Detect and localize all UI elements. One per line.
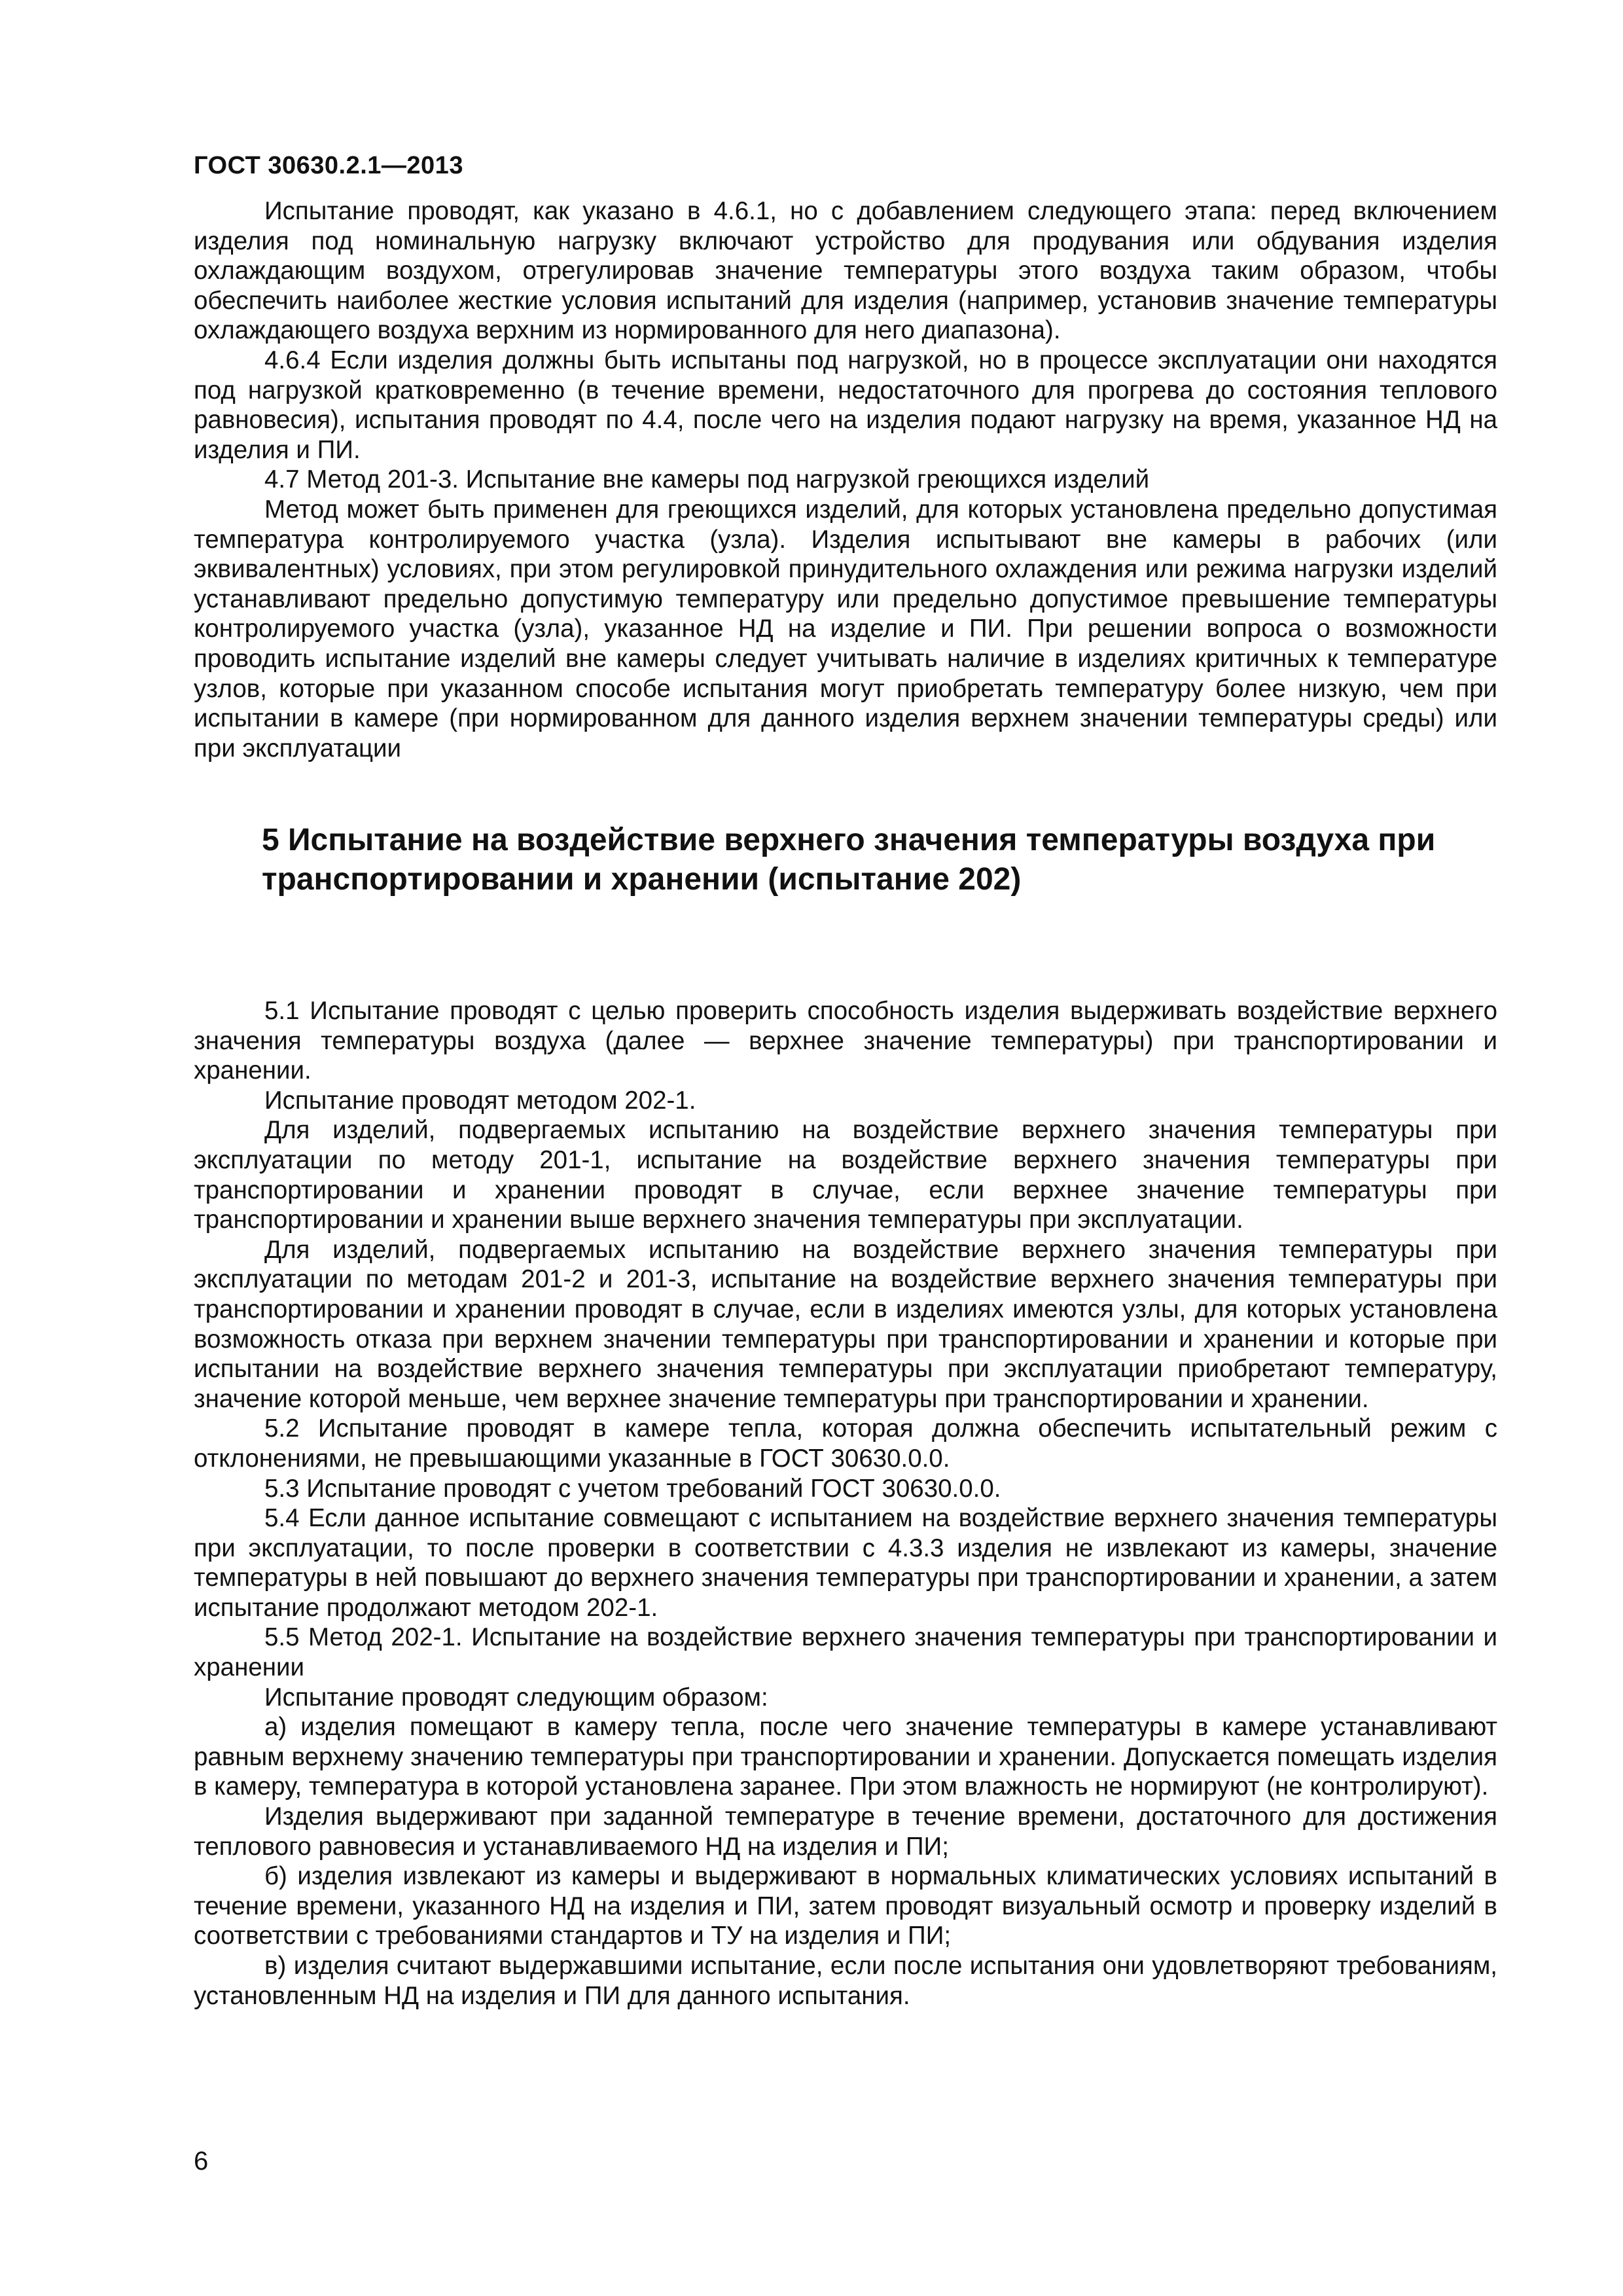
- paragraph-5-5-c: в) изделия считают выдержавшими испытание, если после испытания они удовлетворяют требованиям, установленным НД на изделия и ПИ для данного испытания.: [194, 1952, 1497, 2010]
- paragraph-5-1-methods-201-2-3: Для изделий, подвергаемых испытанию на воздействие верхнего значения температуры при эксплуатации по методам 201-2 и 201-3, испытание на воздействие верхнего значения температуры при транспортировании и хранении проводят в случае, если в изделиях имеются узлы, для которых установлена возможность отказа при верхнем значении температуры при транспортировании и хранении и которые при испытании на воздействие верхнего значения температуры при эксплуатации приобретают температуру, значение которой меньше, чем верхнее значение температуры при транспортировании и хранении.: [194, 1235, 1497, 1413]
- paragraph-5-5-intro: Испытание проводят следующим образом:: [264, 1683, 768, 1712]
- paragraph-5-4: 5.4 Если данное испытание совмещают с испытанием на воздействие верхнего значения температуры при эксплуатации, то после проверки в соответствии с 4.3.3 изделия не извлекают из камеры, значение температуры в ней повышают до верхнего значения температуры при транспортировании и хранении, а затем испытание продолжают методом 202-1.: [194, 1504, 1497, 1622]
- paragraph-5-5-a-cont: Изделия выдерживают при заданной температуре в течение времени, достаточного для достижения теплового равновесия и устанавливаемого НД на изделия и ПИ;: [194, 1803, 1497, 1861]
- paragraph-5-2: 5.2 Испытание проводят в камере тепла, которая должна обеспечить испытательный режим с отклонениями, не превышающими указанные в ГОСТ 30630.0.0.: [194, 1414, 1497, 1473]
- paragraph-5-5-title: 5.5 Метод 202-1. Испытание на воздействие верхнего значения температуры при транспортировании и хранении: [194, 1623, 1497, 1682]
- paragraph-5-1-method-201-1: Для изделий, подвергаемых испытанию на воздействие верхнего значения температуры при эксплуатации по методу 201-1, испытание на воздействие верхнего значения температуры при транспортировании и хранении проводят в случае, если верхнее значение температуры при транспортировании и хранении выше верхнего значения температуры при эксплуатации.: [194, 1116, 1497, 1234]
- section-5-heading: 5 Испытание на воздействие верхнего значения температуры воздуха при транспортировании и хранении (испытание 202): [262, 823, 1436, 897]
- section-5-body: [194, 996, 1497, 2011]
- section-4-continuation: [194, 196, 1497, 763]
- paragraph-5-3: 5.3 Испытание проводят с учетом требований ГОСТ 30630.0.0.: [264, 1474, 1001, 1503]
- paragraph-4-6-4: 4.6.4 Если изделия должны быть испытаны под нагрузкой, но в процессе эксплуатации они находятся под нагрузкой кратковременно (в течение времени, недостаточного для прогрева до состояния теплового равновесия), испытания проводят по 4.4, после чего на изделия подают нагрузку на время, указанное НД на изделия и ПИ.: [194, 346, 1497, 464]
- paragraph-5-1: 5.1 Испытание проводят с целью проверить способность изделия выдерживать воздействие верхнего значения температуры воздуха (далее — верхнее значение температуры) при транспортировании и хранении.: [194, 997, 1497, 1085]
- page-number: 6: [194, 2147, 209, 2176]
- paragraph-4-7-body: Метод может быть применен для греющихся изделий, для которых установлена предельно допустимая температура контролируемого участка (узла). Изделия испытывают вне камеры в рабочих (или эквивалентных) условиях, при этом регулировкой принудительного охлаждения или режима нагрузки изделий устанавливают предельно допустимую температуру или предельно допустимое превышение температуры контролируемого участка (узла), указанное НД на изделие и ПИ. При решении вопроса о возможности проводить испытание изделий вне камеры следует учитывать наличие в изделиях критичных к температуре узлов, которые при указанном способе испытания могут приобретать температуру более низкую, чем при испытании в камере (при нормированном для данного изделия верхнем значении температуры среды) или при эксплуатации: [194, 495, 1497, 762]
- paragraph-5-5-a: а) изделия помещают в камеру тепла, после чего значение температуры в камере устанавливают равным верхнему значению температуры при транспортировании и хранении. Допускается помещать изделия в камеру, температура в которой установлена заранее. При этом влажность не нормируют (не контролируют).: [194, 1713, 1497, 1801]
- paragraph-5-5-b: б) изделия извлекают из камеры и выдерживают в нормальных климатических условиях испытаний в течение времени, указанного НД на изделия и ПИ, затем проводят визуальный осмотр и проверку изделий в соответствии с требованиями стандартов и ТУ на изделия и ПИ;: [194, 1862, 1497, 1950]
- paragraph-5-1-method: Испытание проводят методом 202-1.: [264, 1086, 696, 1115]
- paragraph-4-6-3-continuation: Испытание проводят, как указано в 4.6.1, но с добавлением следующего этапа: перед включением изделия под номинальную нагрузку включают устройство для продувания или обдувания изделия охлаждающим воздухом, отрегулировав значение температуры этого воздуха таким образом, чтобы обеспечить наиболее жесткие условия испытаний для изделия (например, установив значение температуры охлаждающего воздуха верхним из нормированного для него диапазона).: [194, 197, 1497, 345]
- paragraph-4-7-title: 4.7 Метод 201-3. Испытание вне камеры под нагрузкой греющихся изделий: [264, 465, 1150, 494]
- document-header: ГОСТ 30630.2.1—2013: [194, 152, 463, 179]
